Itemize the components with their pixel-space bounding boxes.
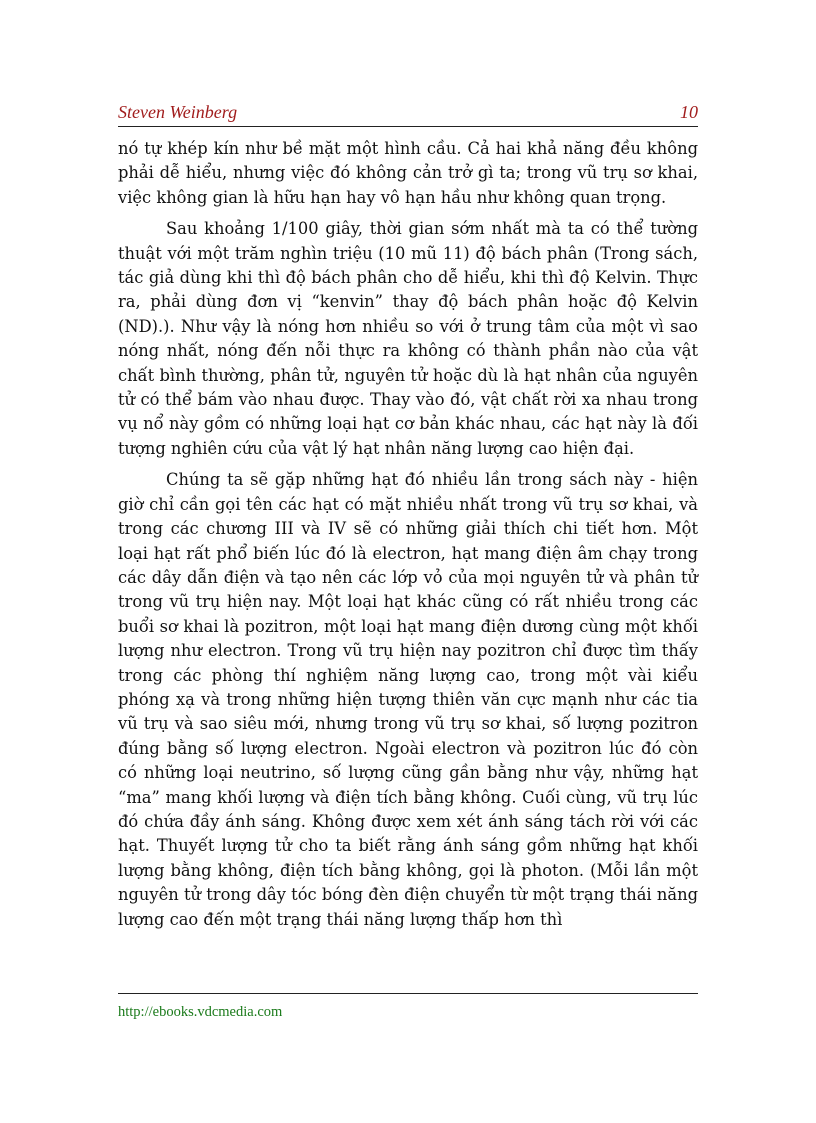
header-author: Steven Weinberg: [118, 102, 238, 122]
page-footer: [118, 993, 698, 1021]
footer-link[interactable]: http://ebooks.vdcmedia.com: [118, 1004, 283, 1020]
paragraph-3: Chúng ta sẽ gặp những hạt đó nhiều lần trong sách này - hiện giờ chỉ cần gọi tên các hạt có mặt nhiều nhất trong vũ trụ sơ khai, và trong các chương III và IV sẽ có những giải thích chi tiết hơn. Một loại hạt rất phổ biến lúc đó là electron, hạt mang điện âm chạy trong các dây dẫn điện và tạo nên các lớp vỏ của mọi nguyên tử và phân tử trong vũ trụ hiện nay. Một loại hạt khác cũng có rất nhiều trong các buổi sơ khai là pozitron, một loại hạt mang điện dương cùng một khối lượng như electron. Trong vũ trụ hiện nay pozitron chỉ được tìm thấy trong các phòng thí nghiệm năng lượng cao, trong một vài kiểu phóng xạ và trong những hiện tượng thiên văn cực mạnh như các tia vũ trụ và sao siêu mới, nhưng trong vũ trụ sơ khai, số lượng pozitron đúng bằng số lượng electron. Ngoài electron và pozitron lúc đó còn có những loại neutrino, số lượng cũng gần bằng như vậy, những hạt “ma” mang khối lượng và điện tích bằng không. Cuối cùng, vũ trụ lúc đó chứa đầy ánh sáng. Không được xem xét ánh sáng tách rời với các hạt. Thuyết lượng tử cho ta biết rằng ánh sáng gồm những hạt khối lượng bằng không, điện tích bằng không, gọi là photon. (Mỗi lần một nguyên tử trong dây tóc bóng đèn điện chuyển từ một trạng thái năng lượng cao đến một trạng thái năng lượng thấp hơn thì: [118, 470, 698, 929]
header-page-number: 10: [680, 102, 698, 122]
page-body: [118, 137, 698, 939]
paragraph-1: nó tự khép kín như bề mặt một hình cầu. Cả hai khả năng đều không phải dễ hiểu, nhưng việc đó không cản trở gì ta; trong vũ trụ sơ khai, việc không gian là hữu hạn hay vô hạn hầu như không quan trọng.: [118, 139, 698, 207]
paragraph-2: Sau khoảng 1/100 giây, thời gian sớm nhất mà ta có thể tường thuật với một trăm nghìn triệu (10 mũ 11) độ bách phân (Trong sách, tác giả dùng khi thì độ bách phân cho dễ hiểu, khi thì độ Kelvin. Thực ra, phải dùng đơn vị “kenvin” thay độ bách phân hoặc độ Kelvin (ND).). Như vậy là nóng hơn nhiều so với ở trung tâm của một vì sao nóng nhất, nóng đến nỗi thực ra không có thành phần nào của vật chất bình thường, phân tử, nguyên tử hoặc dù là hạt nhân của nguyên tử có thể bám vào nhau được. Thay vào đó, vật chất rời xa nhau trong vụ nổ này gồm có những loại hạt cơ bản khác nhau, các hạt này là đối tượng nghiên cứu của vật lý hạt nhân năng lượng cao hiện đại.: [118, 219, 698, 458]
page-header: [118, 102, 698, 127]
